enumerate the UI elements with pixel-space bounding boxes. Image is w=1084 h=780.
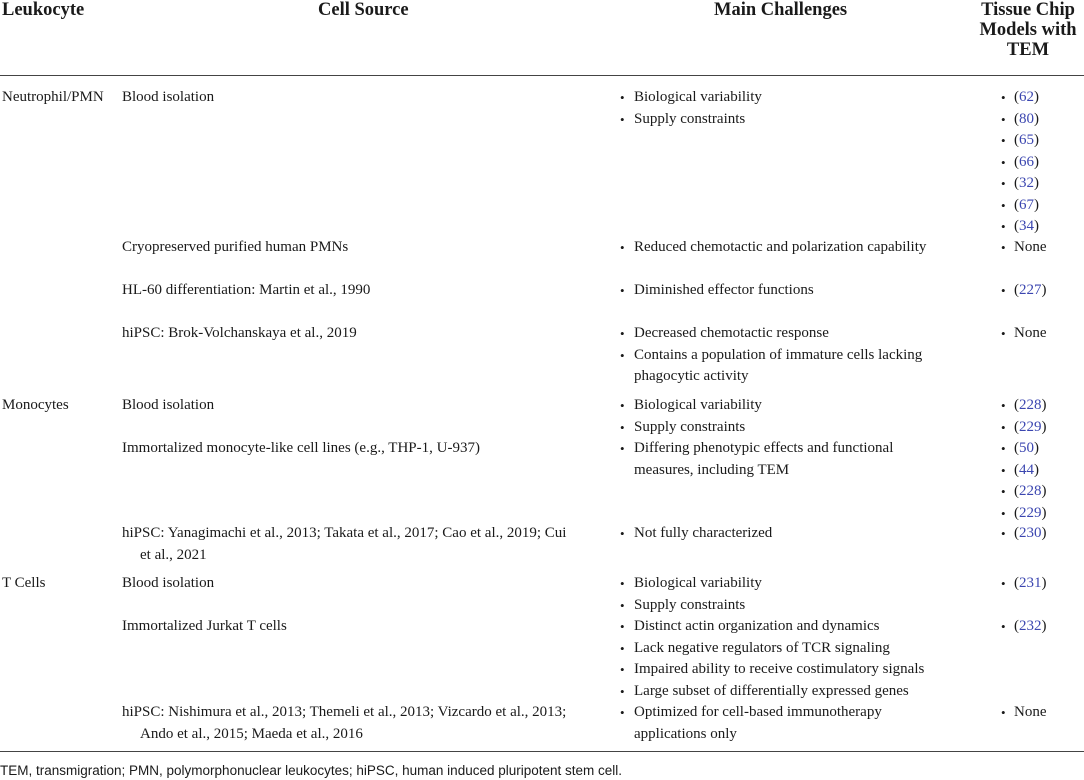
tem-reference-list	[998, 395, 1082, 438]
challenges-list	[620, 237, 960, 259]
reference-link[interactable]: 67	[1019, 196, 1034, 213]
tem-none-item: • None	[998, 702, 1082, 724]
reference-link[interactable]: 227	[1019, 282, 1042, 298]
cell-source: Immortalized Jurkat T cells	[122, 618, 287, 634]
tem-reference-list	[998, 702, 1082, 724]
leukocyte-monocytes: Monocytes	[2, 397, 69, 413]
tem-reference-list	[998, 87, 1082, 238]
tem-reference-list	[998, 323, 1082, 345]
tem-reference-list	[998, 237, 1082, 259]
reference-link[interactable]: 231	[1019, 575, 1042, 591]
footer-rule	[0, 751, 1084, 752]
challenge-item	[620, 438, 960, 481]
challenge-item: • Impaired ability to receive costimulatory signals	[620, 659, 960, 681]
challenges-list	[620, 438, 960, 481]
reference-link[interactable]: 229	[1019, 418, 1042, 435]
challenge-item: • Lack negative regulators of TCR signaling	[620, 638, 960, 660]
cell-source: hiPSC: Brok-Volchanskaya et al., 2019	[122, 325, 357, 341]
challenge-item: • Supply constraints	[620, 595, 960, 617]
reference-link[interactable]: 44	[1019, 461, 1034, 478]
tem-reference-list	[998, 523, 1082, 545]
table-footnote: TEM, transmigration; PMN, polymorphonuclear leukocytes; hiPSC, human induced pluripotent stem cell.	[0, 763, 623, 778]
challenges-list	[620, 87, 960, 130]
tem-reference-list	[998, 616, 1082, 638]
tem-reference-item: • (230)	[998, 523, 1082, 545]
cell-source	[122, 702, 608, 745]
cell-source	[122, 523, 608, 566]
tem-reference-item: • (67)	[998, 195, 1082, 217]
tem-none-item: • None	[998, 237, 1082, 259]
tem-reference-item: • (231)	[998, 573, 1082, 595]
tem-reference-item: • (227)	[998, 280, 1082, 302]
reference-link[interactable]: 66	[1019, 153, 1034, 170]
tem-reference-item: • (34)	[998, 216, 1082, 238]
header-tem-line-3: TEM	[1006, 40, 1050, 60]
tem-reference-item: • (50)	[998, 438, 1082, 460]
challenges-list	[620, 323, 960, 388]
challenge-item: • Biological variability	[620, 573, 960, 595]
cell-source-text: hiPSC: Yanagimachi et al., 2013; Takata et al., 2017; Cao et al., 2019; Cui	[122, 525, 567, 541]
tem-reference-item: • (228)	[998, 395, 1082, 417]
challenges-list	[620, 523, 960, 545]
tem-none-item: • None	[998, 323, 1082, 345]
challenge-text: Differing phenotypic effects and functional	[634, 440, 894, 456]
tem-reference-list	[998, 280, 1082, 302]
challenge-item: • Biological variability	[620, 395, 960, 417]
challenge-item: • Not fully characterized	[620, 523, 960, 545]
reference-link[interactable]: 65	[1019, 132, 1034, 148]
challenge-item: • Diminished effector functions	[620, 280, 960, 302]
challenge-item: • Supply constraints	[620, 109, 960, 131]
reference-link[interactable]: 34	[1019, 218, 1034, 234]
challenges-list	[620, 573, 960, 616]
cell-source: Blood isolation	[122, 397, 215, 413]
challenges-list	[620, 280, 960, 302]
cell-source-text-cont: et al., 2021	[140, 546, 207, 563]
challenge-item: • Biological variability	[620, 87, 960, 109]
reference-link[interactable]: 228	[1019, 483, 1042, 499]
leukocyte-neutrophil: Neutrophil/PMN	[2, 89, 104, 105]
cell-source-text-cont: Ando et al., 2015; Maeda et al., 2016	[140, 725, 363, 742]
challenge-text: Optimized for cell-based immunotherapy	[634, 704, 882, 720]
tem-reference-item: • (44)	[998, 460, 1082, 482]
tem-reference-item: • (32)	[998, 173, 1082, 195]
cell-source: Blood isolation	[122, 89, 215, 105]
challenge-item: • Reduced chemotactic and polarization capability	[620, 237, 960, 259]
challenge-text: Contains a population of immature cells lacking	[634, 346, 923, 363]
reference-link[interactable]: 32	[1019, 175, 1034, 191]
challenges-list	[620, 702, 960, 745]
header-main-challenges: Main Challenges	[714, 0, 848, 20]
tem-reference-item: • (65)	[998, 130, 1082, 152]
header-rule	[0, 75, 1084, 76]
header-cell-source: Cell Source	[318, 0, 409, 20]
tem-reference-item: • (229)	[998, 417, 1082, 439]
cell-source: Blood isolation	[122, 575, 215, 591]
challenge-text-cont: phagocytic activity	[634, 368, 749, 384]
tem-reference-item: • (232)	[998, 616, 1082, 638]
challenges-list	[620, 395, 960, 438]
cell-source: Cryopreserved purified human PMNs	[122, 239, 349, 255]
reference-link[interactable]: 232	[1019, 618, 1042, 634]
tem-reference-item: • (66)	[998, 152, 1082, 174]
challenges-list	[620, 616, 960, 702]
challenge-item	[620, 345, 960, 388]
reference-link[interactable]: 50	[1019, 440, 1034, 456]
reference-link[interactable]: 62	[1019, 89, 1034, 105]
tem-reference-item: • (229)	[998, 503, 1082, 525]
challenge-text-cont: measures, including TEM	[634, 461, 790, 478]
cell-source: HL-60 differentiation: Martin et al., 1990	[122, 282, 371, 298]
reference-link[interactable]: 80	[1019, 110, 1034, 127]
tem-reference-item: • (80)	[998, 109, 1082, 131]
header-tem-line-1: Tissue Chip	[981, 0, 1075, 20]
tem-reference-list	[998, 438, 1082, 524]
header-leukocyte: Leukocyte	[2, 0, 85, 20]
cell-source-text: hiPSC: Nishimura et al., 2013; Themeli et al., 2013; Vizcardo et al., 2013;	[122, 704, 567, 720]
tem-reference-list	[998, 573, 1082, 595]
tem-reference-item: • (228)	[998, 481, 1082, 503]
reference-link[interactable]: 230	[1019, 525, 1042, 541]
challenge-item: • Large subset of differentially expressed genes	[620, 681, 960, 703]
reference-link[interactable]: 228	[1019, 397, 1042, 413]
cell-source: Immortalized monocyte-like cell lines (e.g., THP-1, U-937)	[122, 440, 480, 456]
header-tem-line-2: Models with	[979, 20, 1077, 40]
leukocyte-t-cells: T Cells	[2, 575, 46, 591]
challenge-text-cont: applications only	[634, 725, 737, 742]
challenge-item: • Supply constraints	[620, 417, 960, 439]
challenge-item: • Distinct actin organization and dynamics	[620, 616, 960, 638]
header-tissue-chip-models	[975, 0, 1081, 60]
tem-reference-item: • (62)	[998, 87, 1082, 109]
reference-link[interactable]: 229	[1019, 504, 1042, 521]
challenge-item: • Decreased chemotactic response	[620, 323, 960, 345]
challenge-item	[620, 702, 960, 745]
